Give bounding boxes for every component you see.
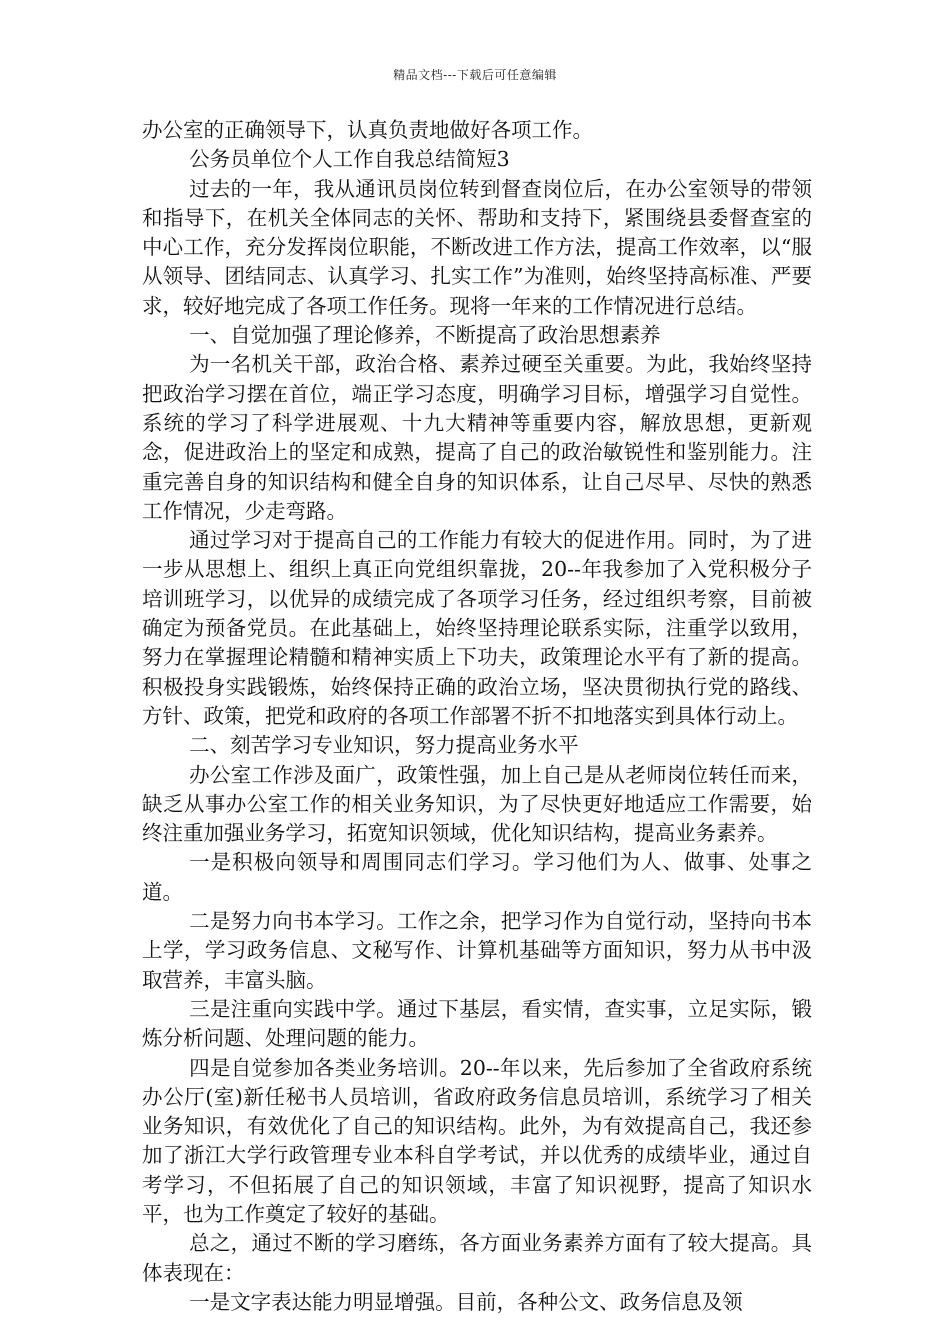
paragraph-continuation: 办公室的正确领导下，认真负责地做好各项工作。 xyxy=(142,118,593,142)
paragraph-office-work: 办公室工作涉及面广，政策性强，加上自己是从老师岗位转任而来，缺乏从事办公室工作的相关业务知识，为了尽快更好地适应工作需要，始终注重加强业务学习，拓宽知识领域，优化知识结构，提高业务素养。 xyxy=(142,762,812,846)
page-header: 精品文档---下载后可任意编辑 xyxy=(393,68,557,82)
paragraph-point-four: 四是自觉参加各类业务培训。20--年以来，先后参加了全省政府系统办公厅(室)新任秘书人员培训，省政府政务信息员培训，系统学习了相关业务知识，有效优化了自己的知识结构。此外，为有效提高自己，我还参加了浙江大学行政管理专业本科自学考试，并以优秀的成绩毕业，通过自考学习，不但拓展了自己的知识领域，丰富了知识视野，提高了知识水平，也为工作奠定了较好的基础。 xyxy=(142,1055,812,1226)
heading-theory: 一、自觉加强了理论修养，不断提高了政治思想素养 xyxy=(189,323,661,348)
paragraph-point-three: 三是注重向实践中学。通过下基层，看实情，查实事，立足实际，锻炼分析问题、处理问题的能力。 xyxy=(142,996,812,1051)
document-body xyxy=(142,116,812,1317)
paragraph-politics: 为一名机关干部，政治合格、素养过硬至关重要。为此，我始终坚持把政治学习摆在首位，端正学习态度，明确学习目标，增强学习自觉性。系统的学习了科学进展观、十九大精神等重要内容，解放思想，更新观念，促进政治上的坚定和成熟，提高了自己的政治敏锐性和鉴别能力。注重完善自身的知识结构和健全自身的知识体系，让自己尽早、尽快的熟悉工作情况，少走弯路。 xyxy=(142,352,812,523)
heading-professional: 二、刻苦学习专业知识，努力提高业务水平 xyxy=(189,733,579,758)
paragraph-intro: 过去的一年，我从通讯员岗位转到督查岗位后，在办公室领导的带领和指导下，在机关全体同志的关怀、帮助和支持下，紧围绕县委督查室的中心工作，充分发挥岗位职能，不断改进工作方法，提高工作效率，以“服从领导、团结同志、认真学习、扎实工作”为准则，始终坚持高标准、严要求，较好地完成了各项工作任务。现将一年来的工作情况进行总结。 xyxy=(142,176,812,318)
paragraph-summary: 总之，通过不断的学习磨练，各方面业务素养方面有了较大提高。具体表现在： xyxy=(142,1231,812,1285)
section-title: 公务员单位个人工作自我总结简短3 xyxy=(189,147,510,172)
paragraph-writing-ability: 一是文字表达能力明显增强。目前，各种公文、政务信息及领 xyxy=(189,1289,743,1314)
paragraph-party: 通过学习对于提高自己的工作能力有较大的促进作用。同时，为了进一步从思想上、组织上真正向党组织靠拢，20--年我参加了入党积极分子培训班学习，以优异的成绩完成了各项学习任务，经过组织考察，目前被确定为预备党员。在此基础上，始终坚持理论联系实际，注重学以致用，努力在掌握理论精髓和精神实质上下功夫，政策理论水平有了新的提高。积极投身实践锻炼，始终保持正确的政治立场，坚决贯彻执行党的路线、方针、政策，把党和政府的各项工作部署不折不扣地落实到具体行动上。 xyxy=(142,528,812,728)
paragraph-point-two: 二是努力向书本学习。工作之余，把学习作为自觉行动，坚持向书本上学，学习政务信息、文秘写作、计算机基础等方面知识，努力从书中汲取营养，丰富头脑。 xyxy=(142,909,812,992)
paragraph-point-one: 一是积极向领导和周围同志们学习。学习他们为人、做事、处事之道。 xyxy=(142,850,812,904)
